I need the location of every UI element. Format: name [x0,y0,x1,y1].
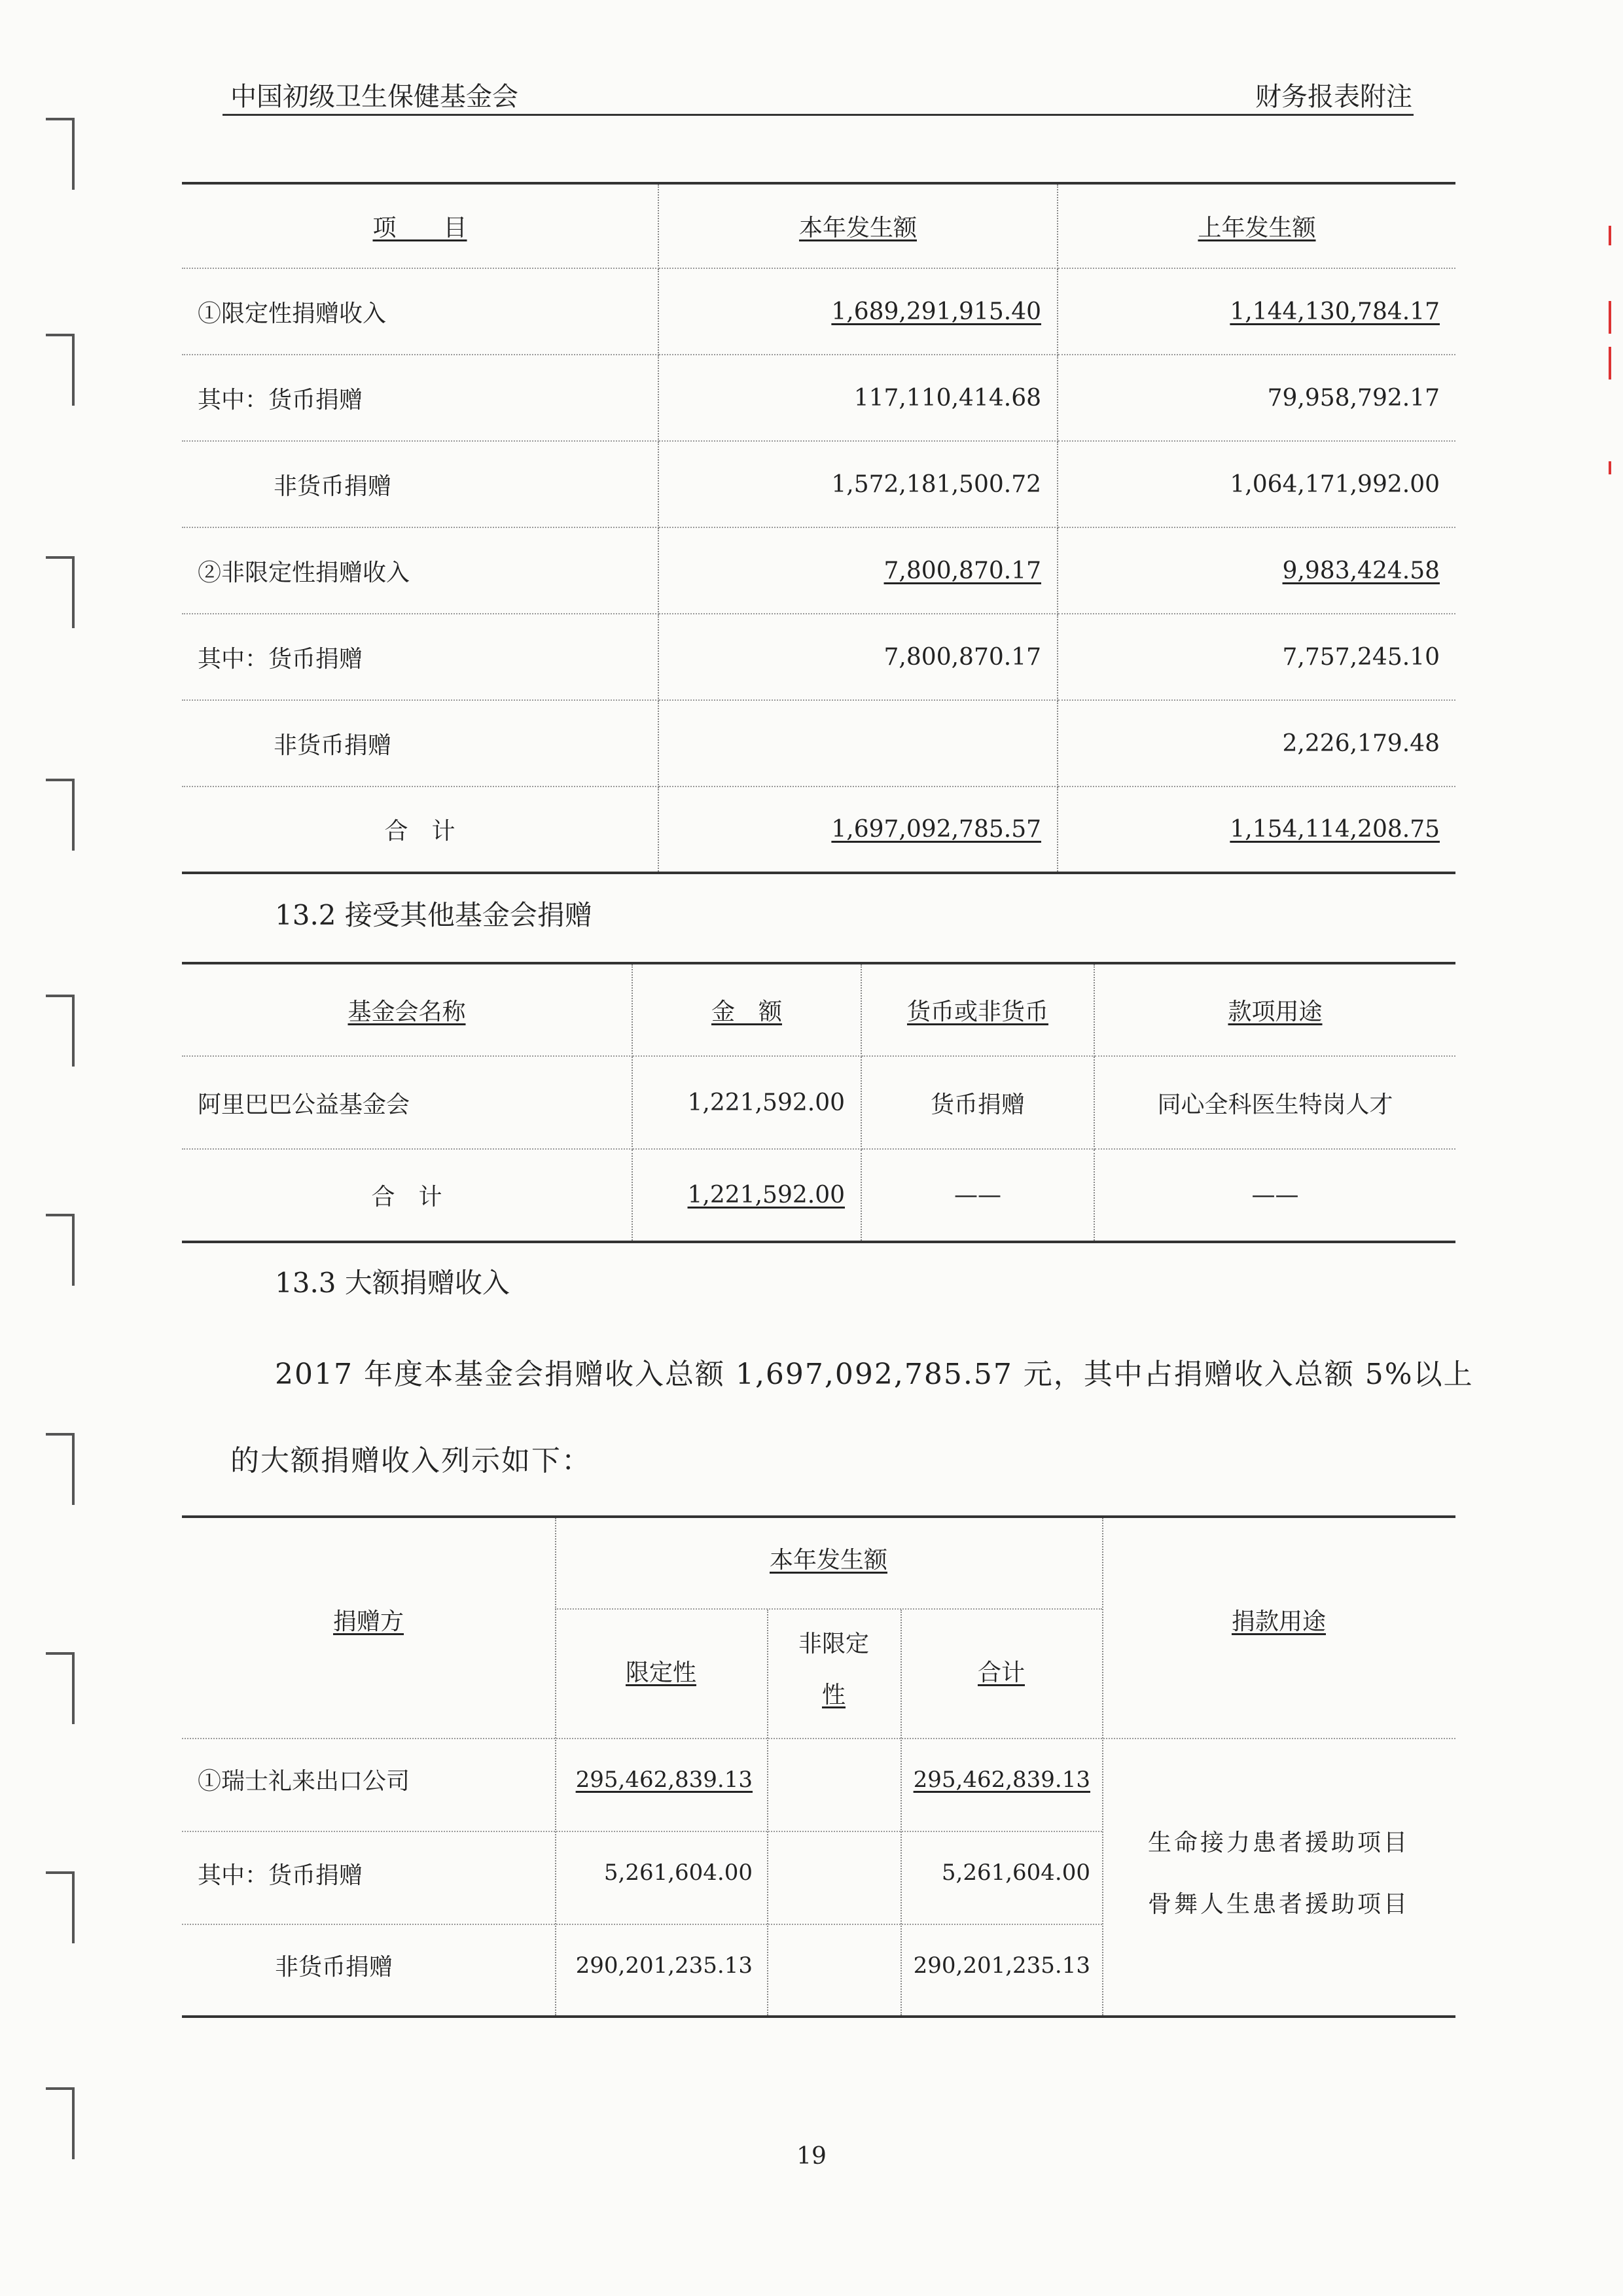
col-header-purpose: 款项用途 [1228,998,1323,1025]
binder-mark [46,1871,79,1943]
col-header-type: 货币或非货币 [906,998,1048,1025]
grid-line [182,1738,1455,1739]
table-header-row [182,963,1455,1056]
row-current: 7,800,870.17 [883,557,1041,584]
row-current: 1,689,291,915.40 [831,298,1041,325]
row-item: 其中：货币捐赠 [182,355,658,441]
row-type: 货币捐赠 [861,1056,1094,1149]
row-donor: 其中：货币捐赠 [198,1862,363,1889]
table-header-row [182,183,1455,268]
header-doc-title: 财务报表附注 [1255,82,1412,112]
row-prior: 1,144,130,784.17 [1230,298,1440,325]
table3-bottom-rule [182,2015,1455,2018]
row-current: 1,697,092,785.57 [831,816,1041,843]
row-total: 290,201,235.13 [913,1952,1090,1979]
other-foundation-donation-table [182,962,1455,1243]
row-amount: 1,221,592.00 [687,1182,845,1209]
table-total-row [182,786,1455,873]
row-restricted: 290,201,235.13 [575,1952,753,1979]
row-item: 合 计 [182,786,658,873]
row-current: 117,110,414.68 [658,355,1058,441]
row-total: 295,462,839.13 [913,1767,1090,1793]
table-row [182,527,1455,614]
col-header-total: 合计 [977,1659,1025,1686]
edge-mark [1609,301,1611,334]
grid-line [182,1831,1102,1832]
row-prior: 2,226,179.48 [1058,700,1455,786]
row-item: 非货币捐赠 [182,441,658,527]
row-item: ②非限定性捐赠收入 [182,527,658,614]
row-amount: 1,221,592.00 [632,1056,861,1149]
section-13-3-title: 13.3 大额捐赠收入 [275,1267,510,1299]
col-header-current-year: 本年发生额 [769,1547,887,1574]
section-13-3-para-line1: 2017 年度本基金会捐赠收入总额 1,697,092,785.57 元，其中占捐赠收入总额 5%以上 [275,1358,1474,1391]
row-current: 1,572,181,500.72 [658,441,1058,527]
col-header-unrestricted-line1: 非限定 [798,1631,869,1657]
row-purpose: —— [1251,1182,1299,1209]
section-13-3-para-line2: 的大额捐赠收入列示如下： [230,1444,592,1477]
grid-line [182,1924,1102,1925]
edge-mark [1609,226,1611,245]
col-header-current: 本年发生额 [798,215,917,241]
row-item: 其中：货币捐赠 [182,614,658,700]
row-donor: 非货币捐赠 [275,1954,393,1981]
col-header-unrestricted-line2: 性 [821,1682,846,1708]
table-row [182,1056,1455,1149]
col-header-foundation: 基金会名称 [348,998,466,1025]
row-restricted: 5,261,604.00 [603,1860,753,1886]
binder-mark [46,334,79,406]
header-rule [223,114,1414,116]
col-header-restricted: 限定性 [625,1659,696,1686]
grid-line [1102,1518,1103,2015]
grid-line [555,1608,1102,1610]
table-total-row [182,1149,1455,1242]
table-row [182,700,1455,786]
row-prior: 79,958,792.17 [1058,355,1455,441]
edge-mark [1609,347,1611,380]
purpose-line1: 生命接力患者援助项目 [1147,1829,1410,1856]
row-item: ①限定性捐赠收入 [182,268,658,355]
row-current [658,700,1058,786]
binder-mark [46,118,79,190]
donation-income-table [182,182,1455,874]
binder-mark [46,1214,79,1286]
row-restricted: 295,462,839.13 [575,1767,753,1793]
table-row [182,614,1455,700]
col-header-item: 项 目 [372,215,467,241]
row-purpose: 同心全科医生特岗人才 [1094,1056,1455,1149]
row-item: 非货币捐赠 [182,700,658,786]
binder-mark [46,779,79,851]
row-total: 5,261,604.00 [941,1860,1090,1886]
row-prior: 7,757,245.10 [1058,614,1455,700]
header-org-name: 中国初级卫生保健基金会 [230,82,518,112]
binder-mark [46,995,79,1067]
table-row [182,268,1455,355]
table-row [182,441,1455,527]
row-foundation: 合 计 [182,1149,632,1242]
grid-line [767,1610,768,2015]
row-prior: 9,983,424.58 [1282,557,1440,584]
table3-top-rule [182,1515,1455,1518]
row-current: 7,800,870.17 [658,614,1058,700]
row-foundation: 阿里巴巴公益基金会 [182,1056,632,1149]
col-header-purpose: 捐款用途 [1231,1608,1326,1635]
table-row [182,355,1455,441]
row-type: —— [861,1149,1094,1242]
col-header-donor: 捐赠方 [332,1608,404,1635]
section-13-2-title: 13.2 接受其他基金会捐赠 [275,899,592,931]
binder-mark [46,556,79,628]
col-header-prior: 上年发生额 [1198,215,1316,241]
edge-mark [1609,461,1611,474]
page-number: 19 [796,2143,827,2170]
binder-mark [46,1433,79,1505]
binder-mark [46,1652,79,1724]
row-donor: ①瑞士礼来出口公司 [198,1768,410,1795]
row-prior: 1,154,114,208.75 [1230,816,1440,843]
col-header-amount: 金 额 [711,998,782,1025]
purpose-line2: 骨舞人生患者援助项目 [1147,1891,1410,1918]
row-prior: 1,064,171,992.00 [1058,441,1455,527]
